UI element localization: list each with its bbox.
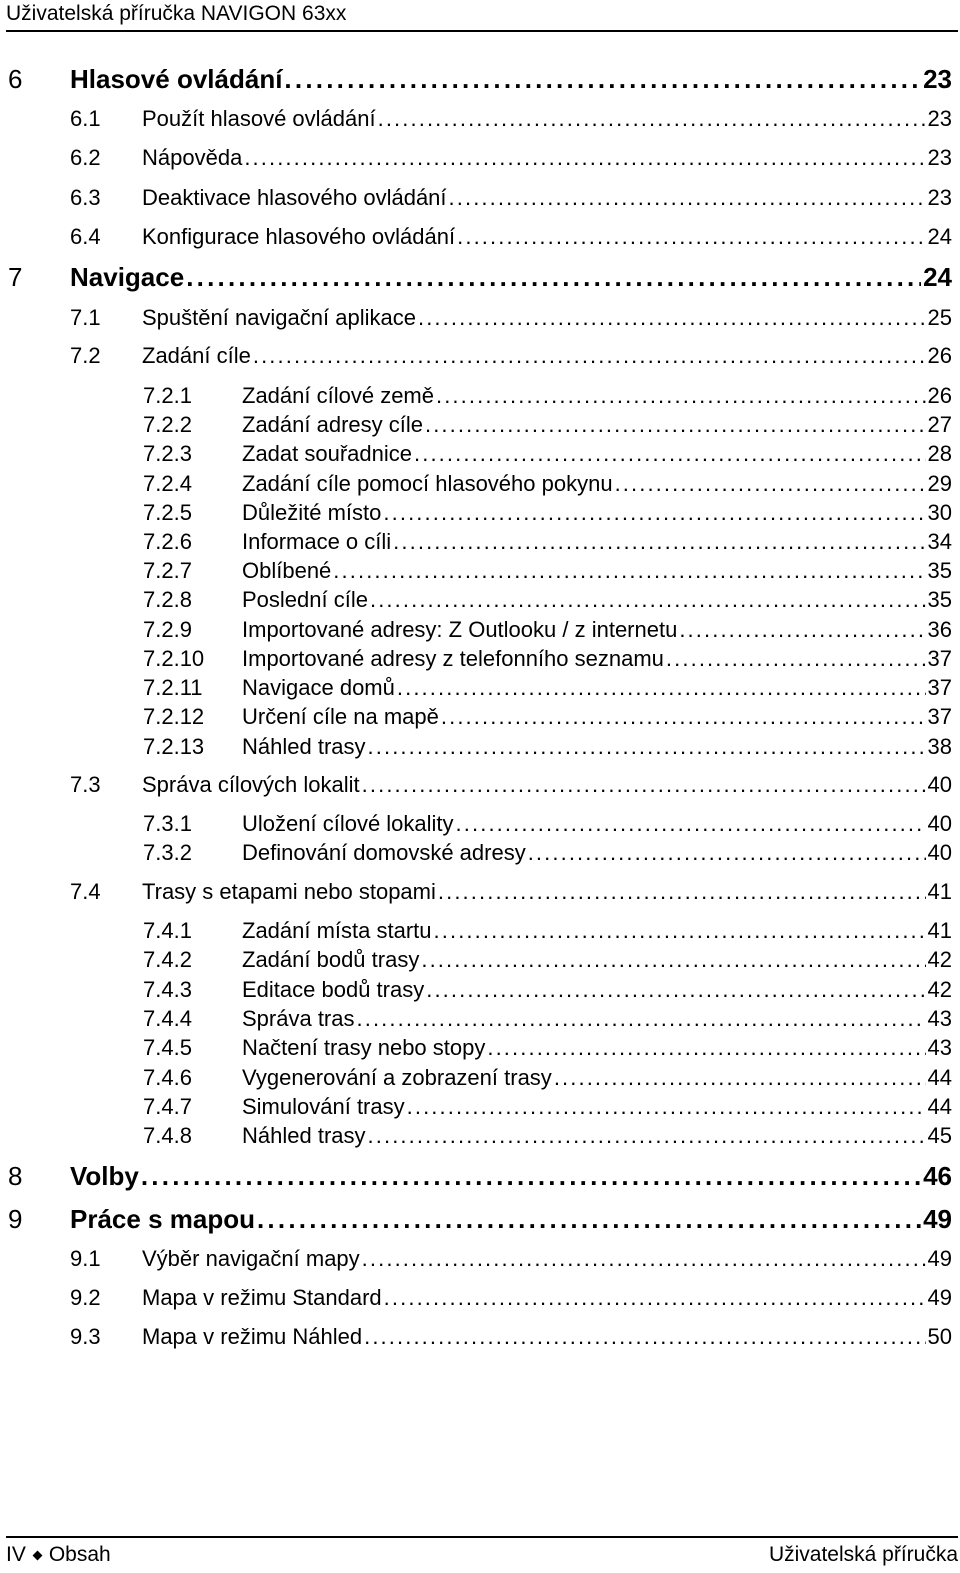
toc-entry-body <box>143 615 952 645</box>
toc-entry-body <box>143 1121 952 1151</box>
toc-entry-label: Poslední cíle <box>242 587 368 612</box>
dot-leader <box>364 1324 925 1350</box>
toc-entry-page: 28 <box>927 441 952 466</box>
toc-entry-page: 41 <box>927 879 952 904</box>
toc-entry-label: Určení cíle na mapě <box>242 704 439 729</box>
dot-leader <box>397 675 926 701</box>
toc-entry-number: 7.2.6 <box>143 529 192 554</box>
toc-entry[interactable] <box>0 1244 952 1274</box>
dot-leader <box>414 441 926 467</box>
toc-entry-page: 37 <box>927 704 952 729</box>
toc-entry-body <box>70 303 952 333</box>
toc-entry[interactable] <box>0 498 952 528</box>
toc-entry-label: Zadat souřadnice <box>242 441 412 466</box>
toc-entry-page: 38 <box>927 734 952 759</box>
toc-entry-page: 50 <box>927 1324 952 1349</box>
toc-entry-page: 37 <box>927 646 952 671</box>
dot-leader <box>362 1246 926 1272</box>
footer-page-label: IV <box>6 1543 26 1566</box>
toc-entry-number: 6.1 <box>70 106 101 131</box>
toc-entry-label: Simulování trasy <box>242 1094 405 1119</box>
toc-entry-label: Použít hlasové ovládání <box>142 106 376 131</box>
toc-entry-page: 44 <box>927 1094 952 1119</box>
toc-entry-label: Mapa v režimu Standard <box>142 1285 382 1310</box>
toc-entry[interactable] <box>0 143 952 173</box>
toc-entry-label: Správa cílových lokalit <box>142 772 360 797</box>
toc-entry-label: Důležité místo <box>242 500 382 525</box>
dot-leader <box>368 734 926 760</box>
toc-entry-body <box>143 410 952 440</box>
toc-entry-body <box>70 64 952 94</box>
toc-entry-page: 40 <box>927 772 952 797</box>
toc-entry-label: Mapa v režimu Náhled <box>142 1324 363 1349</box>
toc-entry[interactable] <box>0 702 952 732</box>
toc-entry[interactable] <box>0 732 952 762</box>
toc-entry[interactable] <box>0 381 952 411</box>
toc-entry-body <box>70 1283 952 1313</box>
toc-entry-number: 7.4.8 <box>143 1123 192 1148</box>
toc-entry-label: Hlasové ovládání <box>70 63 283 94</box>
dot-leader <box>666 646 926 672</box>
toc-entry-label: Navigace <box>70 261 185 292</box>
dot-leader <box>425 412 926 438</box>
dot-leader <box>679 617 925 643</box>
toc-entry-number: 9.1 <box>70 1246 101 1271</box>
toc-entry-number: 7.2.3 <box>143 441 192 466</box>
toc-entry[interactable] <box>0 1092 952 1122</box>
dot-leader <box>456 811 926 837</box>
toc-entry-body <box>143 702 952 732</box>
dot-leader <box>436 383 926 409</box>
header-title: Uživatelská příručka NAVIGON 63xx <box>6 2 347 25</box>
toc-entry-body <box>70 104 952 134</box>
toc-entry-page: 40 <box>927 840 952 865</box>
footer-right: Uživatelská příručka <box>768 1543 958 1566</box>
toc-entry-body <box>70 1244 952 1274</box>
toc-entry-page: 30 <box>927 500 952 525</box>
toc-entry-number: 7.2.7 <box>143 558 192 583</box>
toc-entry[interactable] <box>0 916 952 946</box>
toc-entry-number: 7.4 <box>70 879 101 904</box>
toc-entry[interactable] <box>0 341 952 371</box>
toc-entry-number: 7.4.6 <box>143 1065 192 1090</box>
dot-leader <box>257 1204 921 1235</box>
toc-entry-body <box>143 644 952 674</box>
toc-entry-page: 41 <box>927 918 952 943</box>
toc-entry[interactable] <box>0 1283 952 1313</box>
dot-leader <box>421 947 925 973</box>
toc-entry[interactable] <box>0 673 952 703</box>
toc-entry-label: Zadání cíle <box>142 343 251 368</box>
page-header <box>6 0 958 32</box>
toc-entry-body <box>143 809 952 839</box>
toc-entry-number: 7.4.5 <box>143 1035 192 1060</box>
toc-entry-label: Výběr navigační mapy <box>142 1246 360 1271</box>
toc-entry-label: Načtení trasy nebo stopy <box>242 1035 486 1060</box>
dot-leader <box>554 1065 926 1091</box>
toc-entry-number: 7.3.1 <box>143 811 192 836</box>
toc-entry-page: 43 <box>927 1035 952 1060</box>
toc-entry-body <box>70 1204 952 1234</box>
toc-entry[interactable] <box>0 1004 952 1034</box>
toc-entry-label: Vygenerování a zobrazení trasy <box>242 1065 552 1090</box>
toc-entry-body <box>143 585 952 615</box>
toc-entry-label: Volby <box>70 1160 139 1191</box>
dot-leader <box>368 1123 926 1149</box>
toc-entry-label: Oblíbené <box>242 558 332 583</box>
toc-entry-page: 23 <box>927 145 952 170</box>
toc-entry[interactable] <box>0 770 952 800</box>
toc-entry[interactable] <box>0 809 952 839</box>
toc-entry[interactable] <box>0 838 952 868</box>
toc-entry[interactable] <box>0 877 952 907</box>
dot-leader <box>141 1161 921 1192</box>
toc-entry-label: Práce s mapou <box>70 1203 255 1234</box>
toc-entry-body <box>143 916 952 946</box>
dot-leader <box>528 840 926 866</box>
toc-entry[interactable] <box>0 222 952 252</box>
dot-leader <box>407 1094 926 1120</box>
toc-entry-page: 36 <box>927 617 952 642</box>
toc-entry-label: Editace bodů trasy <box>242 977 425 1002</box>
toc-entry-page: 29 <box>927 471 952 496</box>
toc-entry-page: 46 <box>923 1160 952 1191</box>
toc-entry-body <box>70 770 952 800</box>
toc-entry-number: 6.2 <box>70 145 101 170</box>
toc-entry[interactable] <box>0 262 952 292</box>
toc-entry-body <box>70 183 952 213</box>
toc-entry-number: 7.2.2 <box>143 412 192 437</box>
toc-entry-page: 49 <box>923 1203 952 1234</box>
toc-entry[interactable] <box>0 585 952 615</box>
toc-entry-number: 7.2.1 <box>143 383 192 408</box>
toc-entry-body <box>70 143 952 173</box>
toc-entry[interactable] <box>0 104 952 134</box>
toc-entry-body <box>143 838 952 868</box>
toc-entry-page: 34 <box>927 529 952 554</box>
toc-entry-page: 40 <box>927 811 952 836</box>
toc-entry-number: 7.4.3 <box>143 977 192 1002</box>
toc-entry-page: 26 <box>927 343 952 368</box>
dot-leader <box>441 704 926 730</box>
toc-entry[interactable] <box>0 945 952 975</box>
toc-entry-number: 6.3 <box>70 185 101 210</box>
toc-entry-page: 25 <box>927 305 952 330</box>
toc-entry-label: Informace o cíli <box>242 529 392 554</box>
toc-entry-number: 7.2.10 <box>143 646 205 671</box>
toc-entry[interactable] <box>0 1161 952 1191</box>
dot-leader <box>253 343 926 369</box>
toc-entry-body <box>70 1161 952 1191</box>
toc-entry-number: 7.3 <box>70 772 101 797</box>
toc-entry-label: Zadání bodů trasy <box>242 947 420 972</box>
dot-leader <box>434 918 926 944</box>
toc-entry-number: 8 <box>8 1160 23 1191</box>
toc-entry-number: 7.1 <box>70 305 101 330</box>
toc-entry-page: 37 <box>927 675 952 700</box>
footer-left <box>6 1543 111 1567</box>
toc-entry-label: Zadání cílové země <box>242 383 434 408</box>
toc-entry[interactable] <box>0 644 952 674</box>
dot-leader <box>362 772 926 798</box>
toc-entry-number: 7.4.4 <box>143 1006 192 1031</box>
dot-leader <box>487 1035 925 1061</box>
toc-entry-number: 9.2 <box>70 1285 101 1310</box>
toc-entry-number: 6.4 <box>70 224 101 249</box>
toc-entry-number: 7.2.13 <box>143 734 205 759</box>
toc-entry-number: 7.3.2 <box>143 840 192 865</box>
toc-entry[interactable] <box>0 303 952 333</box>
toc-entry-page: 45 <box>927 1123 952 1148</box>
toc-entry-body <box>143 1033 952 1063</box>
toc-entry[interactable] <box>0 439 952 469</box>
dot-leader <box>244 145 925 171</box>
toc-entry-label: Konfigurace hlasového ovládání <box>142 224 456 249</box>
toc-entry[interactable] <box>0 1063 952 1093</box>
toc-entry-body <box>143 527 952 557</box>
toc-entry-label: Importované adresy z telefonního seznamu <box>242 646 664 671</box>
toc-entry[interactable] <box>0 1322 952 1352</box>
toc-entry-label: Náhled trasy <box>242 734 366 759</box>
toc-entry-label: Zadání adresy cíle <box>242 412 423 437</box>
toc-entry-number: 7.2 <box>70 343 101 368</box>
toc-entry-page: 24 <box>923 261 952 292</box>
toc-entry-page: 23 <box>927 106 952 131</box>
dot-leader <box>418 305 926 331</box>
toc-entry-label: Navigace domů <box>242 675 395 700</box>
toc-entry-page: 23 <box>927 185 952 210</box>
toc-entry-label: Definování domovské adresy <box>242 840 526 865</box>
toc-entry[interactable] <box>0 1033 952 1063</box>
toc-entry-label: Nápověda <box>142 145 243 170</box>
toc-entry-body <box>70 222 952 252</box>
toc-entry-label: Deaktivace hlasového ovládání <box>142 185 447 210</box>
toc-entry-label: Uložení cílové lokality <box>242 811 454 836</box>
dot-leader <box>426 977 925 1003</box>
toc-entry-number: 7.2.4 <box>143 471 192 496</box>
toc-entry-number: 7.4.7 <box>143 1094 192 1119</box>
toc-entry-page: 42 <box>927 977 952 1002</box>
dot-leader <box>357 1006 926 1032</box>
toc-entry-body <box>143 1092 952 1122</box>
toc-entry-body <box>70 1322 952 1352</box>
dot-leader <box>457 224 925 250</box>
toc-entry-page: 35 <box>927 558 952 583</box>
toc-entry-page: 24 <box>927 224 952 249</box>
diamond-icon <box>32 1550 42 1560</box>
toc-entry-number: 9.3 <box>70 1324 101 1349</box>
toc-entry-page: 26 <box>927 383 952 408</box>
toc-entry[interactable] <box>0 975 952 1005</box>
dot-leader <box>333 558 925 584</box>
dot-leader <box>284 64 921 95</box>
toc-entry-body <box>143 439 952 469</box>
dot-leader <box>370 587 926 613</box>
page-footer <box>6 1536 958 1573</box>
toc-entry[interactable] <box>0 410 952 440</box>
toc-entry-page: 27 <box>927 412 952 437</box>
toc-entry[interactable] <box>0 64 952 94</box>
toc-entry-label: Importované adresy: Z Outlooku / z internetu <box>242 617 678 642</box>
toc-entry-label: Správa tras <box>242 1006 355 1031</box>
dot-leader <box>449 185 926 211</box>
dot-leader <box>615 471 926 497</box>
toc-entry-body <box>143 945 952 975</box>
footer-section: Obsah <box>48 1543 111 1566</box>
toc-entry[interactable] <box>0 183 952 213</box>
toc-entry-number: 7.2.9 <box>143 617 192 642</box>
toc-entry-page: 49 <box>927 1246 952 1271</box>
dot-leader <box>186 262 921 293</box>
toc-entry-number: 7.4.2 <box>143 947 192 972</box>
toc-entry-body <box>70 877 952 907</box>
toc-entry-body <box>70 341 952 371</box>
toc-entry-number: 7.2.5 <box>143 500 192 525</box>
toc-entry[interactable] <box>0 556 952 586</box>
toc-entry-number: 9 <box>8 1203 23 1234</box>
toc-entry-body <box>143 498 952 528</box>
toc-entry-number: 7 <box>8 261 23 292</box>
toc-entry-body <box>143 556 952 586</box>
toc-entry-body <box>70 262 952 292</box>
toc-entry-page: 44 <box>927 1065 952 1090</box>
dot-leader <box>438 879 926 905</box>
toc-entry-number: 7.2.12 <box>143 704 205 729</box>
dot-leader <box>378 106 926 132</box>
dot-leader <box>383 500 925 526</box>
toc-entry-body <box>143 673 952 703</box>
toc-entry-number: 7.2.11 <box>143 675 203 700</box>
toc-entry-body <box>143 975 952 1005</box>
toc-entry-number: 7.4.1 <box>143 918 192 943</box>
toc-entry[interactable] <box>0 615 952 645</box>
toc-entry-label: Trasy s etapami nebo stopami <box>142 879 436 904</box>
toc-entry-page: 43 <box>927 1006 952 1031</box>
toc-entry-label: Spuštění navigační aplikace <box>142 305 416 330</box>
toc-entry-page: 23 <box>923 63 952 94</box>
toc-entry[interactable] <box>0 527 952 557</box>
toc-entry[interactable] <box>0 469 952 499</box>
toc-entry-number: 7.2.8 <box>143 587 192 612</box>
toc-entry-body <box>143 469 952 499</box>
toc-entry-page: 49 <box>927 1285 952 1310</box>
toc-entry-body <box>143 1063 952 1093</box>
toc-entry[interactable] <box>0 1204 952 1234</box>
toc-entry-number: 6 <box>8 63 23 94</box>
toc-entry[interactable] <box>0 1121 952 1151</box>
toc-entry-label: Zadání cíle pomocí hlasového pokynu <box>242 471 613 496</box>
toc-entry-page: 35 <box>927 587 952 612</box>
dot-leader <box>393 529 925 555</box>
toc-entry-page: 42 <box>927 947 952 972</box>
toc-entry-label: Zadání místa startu <box>242 918 432 943</box>
toc-entry-body <box>143 732 952 762</box>
toc-entry-label: Náhled trasy <box>242 1123 366 1148</box>
dot-leader <box>384 1285 926 1311</box>
toc-entry-body <box>143 381 952 411</box>
toc-entry-body <box>143 1004 952 1034</box>
